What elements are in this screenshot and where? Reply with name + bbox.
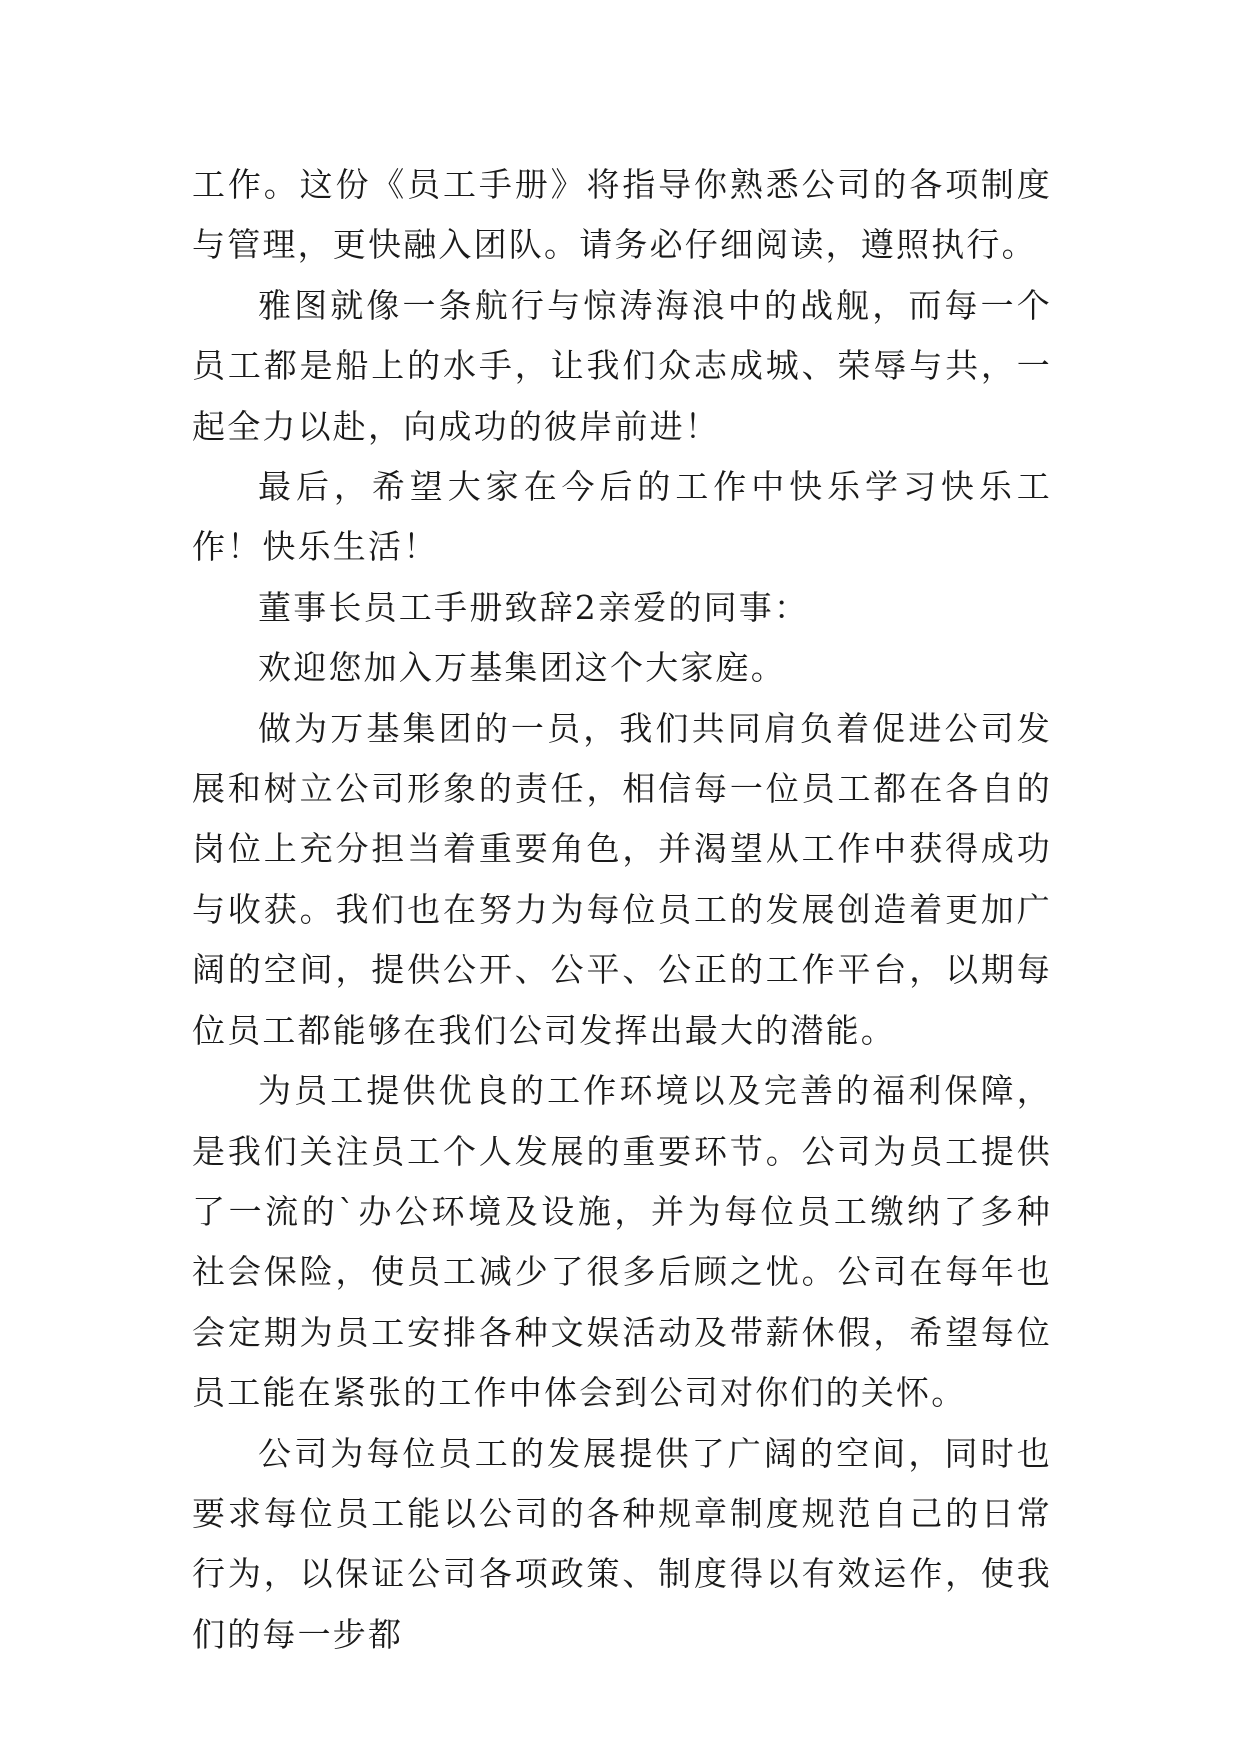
paragraph-7: 为员工提供优良的工作环境以及完善的福利保障，是我们关注员工个人发展的重要环节。公司为员工提供了一流的`办公环境及设施，并为每位员工缴纳了多种社会保险，使员工减少了很多后顾之忧。公司在每年也会定期为员工安排各种文娱活动及带薪休假，希望每位员工能在紧张的工作中体会到公司对你们的关怀。 [192, 1071, 1052, 1413]
paragraph-8: 公司为每位员工的发展提供了广阔的空间，同时也要求每位员工能以公司的各种规章制度规范自己的日常行为，以保证公司各项政策、制度得以有效运作，使我们的每一步都 [192, 1433, 1052, 1654]
document-body [192, 155, 1052, 1665]
paragraph-4: 董事长员工手册致辞2亲爱的同事： [258, 587, 810, 627]
paragraph-5: 欢迎您加入万基集团这个大家庭。 [258, 648, 786, 688]
paragraph-6: 做为万基集团的一员，我们共同肩负着促进公司发展和树立公司形象的责任，相信每一位员工都在各自的岗位上充分担当着重要角色，并渴望从工作中获得成功与收获。我们也在努力为每位员工的发展创造着更加广阔的空间，提供公开、公平、公正的工作平台，以期每位员工都能够在我们公司发挥出最大的潜能。 [192, 708, 1052, 1050]
paragraph-1: 工作。这份《员工手册》将指导你熟悉公司的各项制度与管理，更快融入团队。请务必仔细阅读，遵照执行。 [192, 165, 1052, 265]
paragraph-2: 雅图就像一条航行与惊涛海浪中的战舰，而每一个员工都是船上的水手，让我们众志成城、荣辱与共，一起全力以赴，向成功的彼岸前进！ [192, 285, 1052, 446]
paragraph-3: 最后，希望大家在今后的工作中快乐学习快乐工作！快乐生活！ [192, 467, 1052, 567]
